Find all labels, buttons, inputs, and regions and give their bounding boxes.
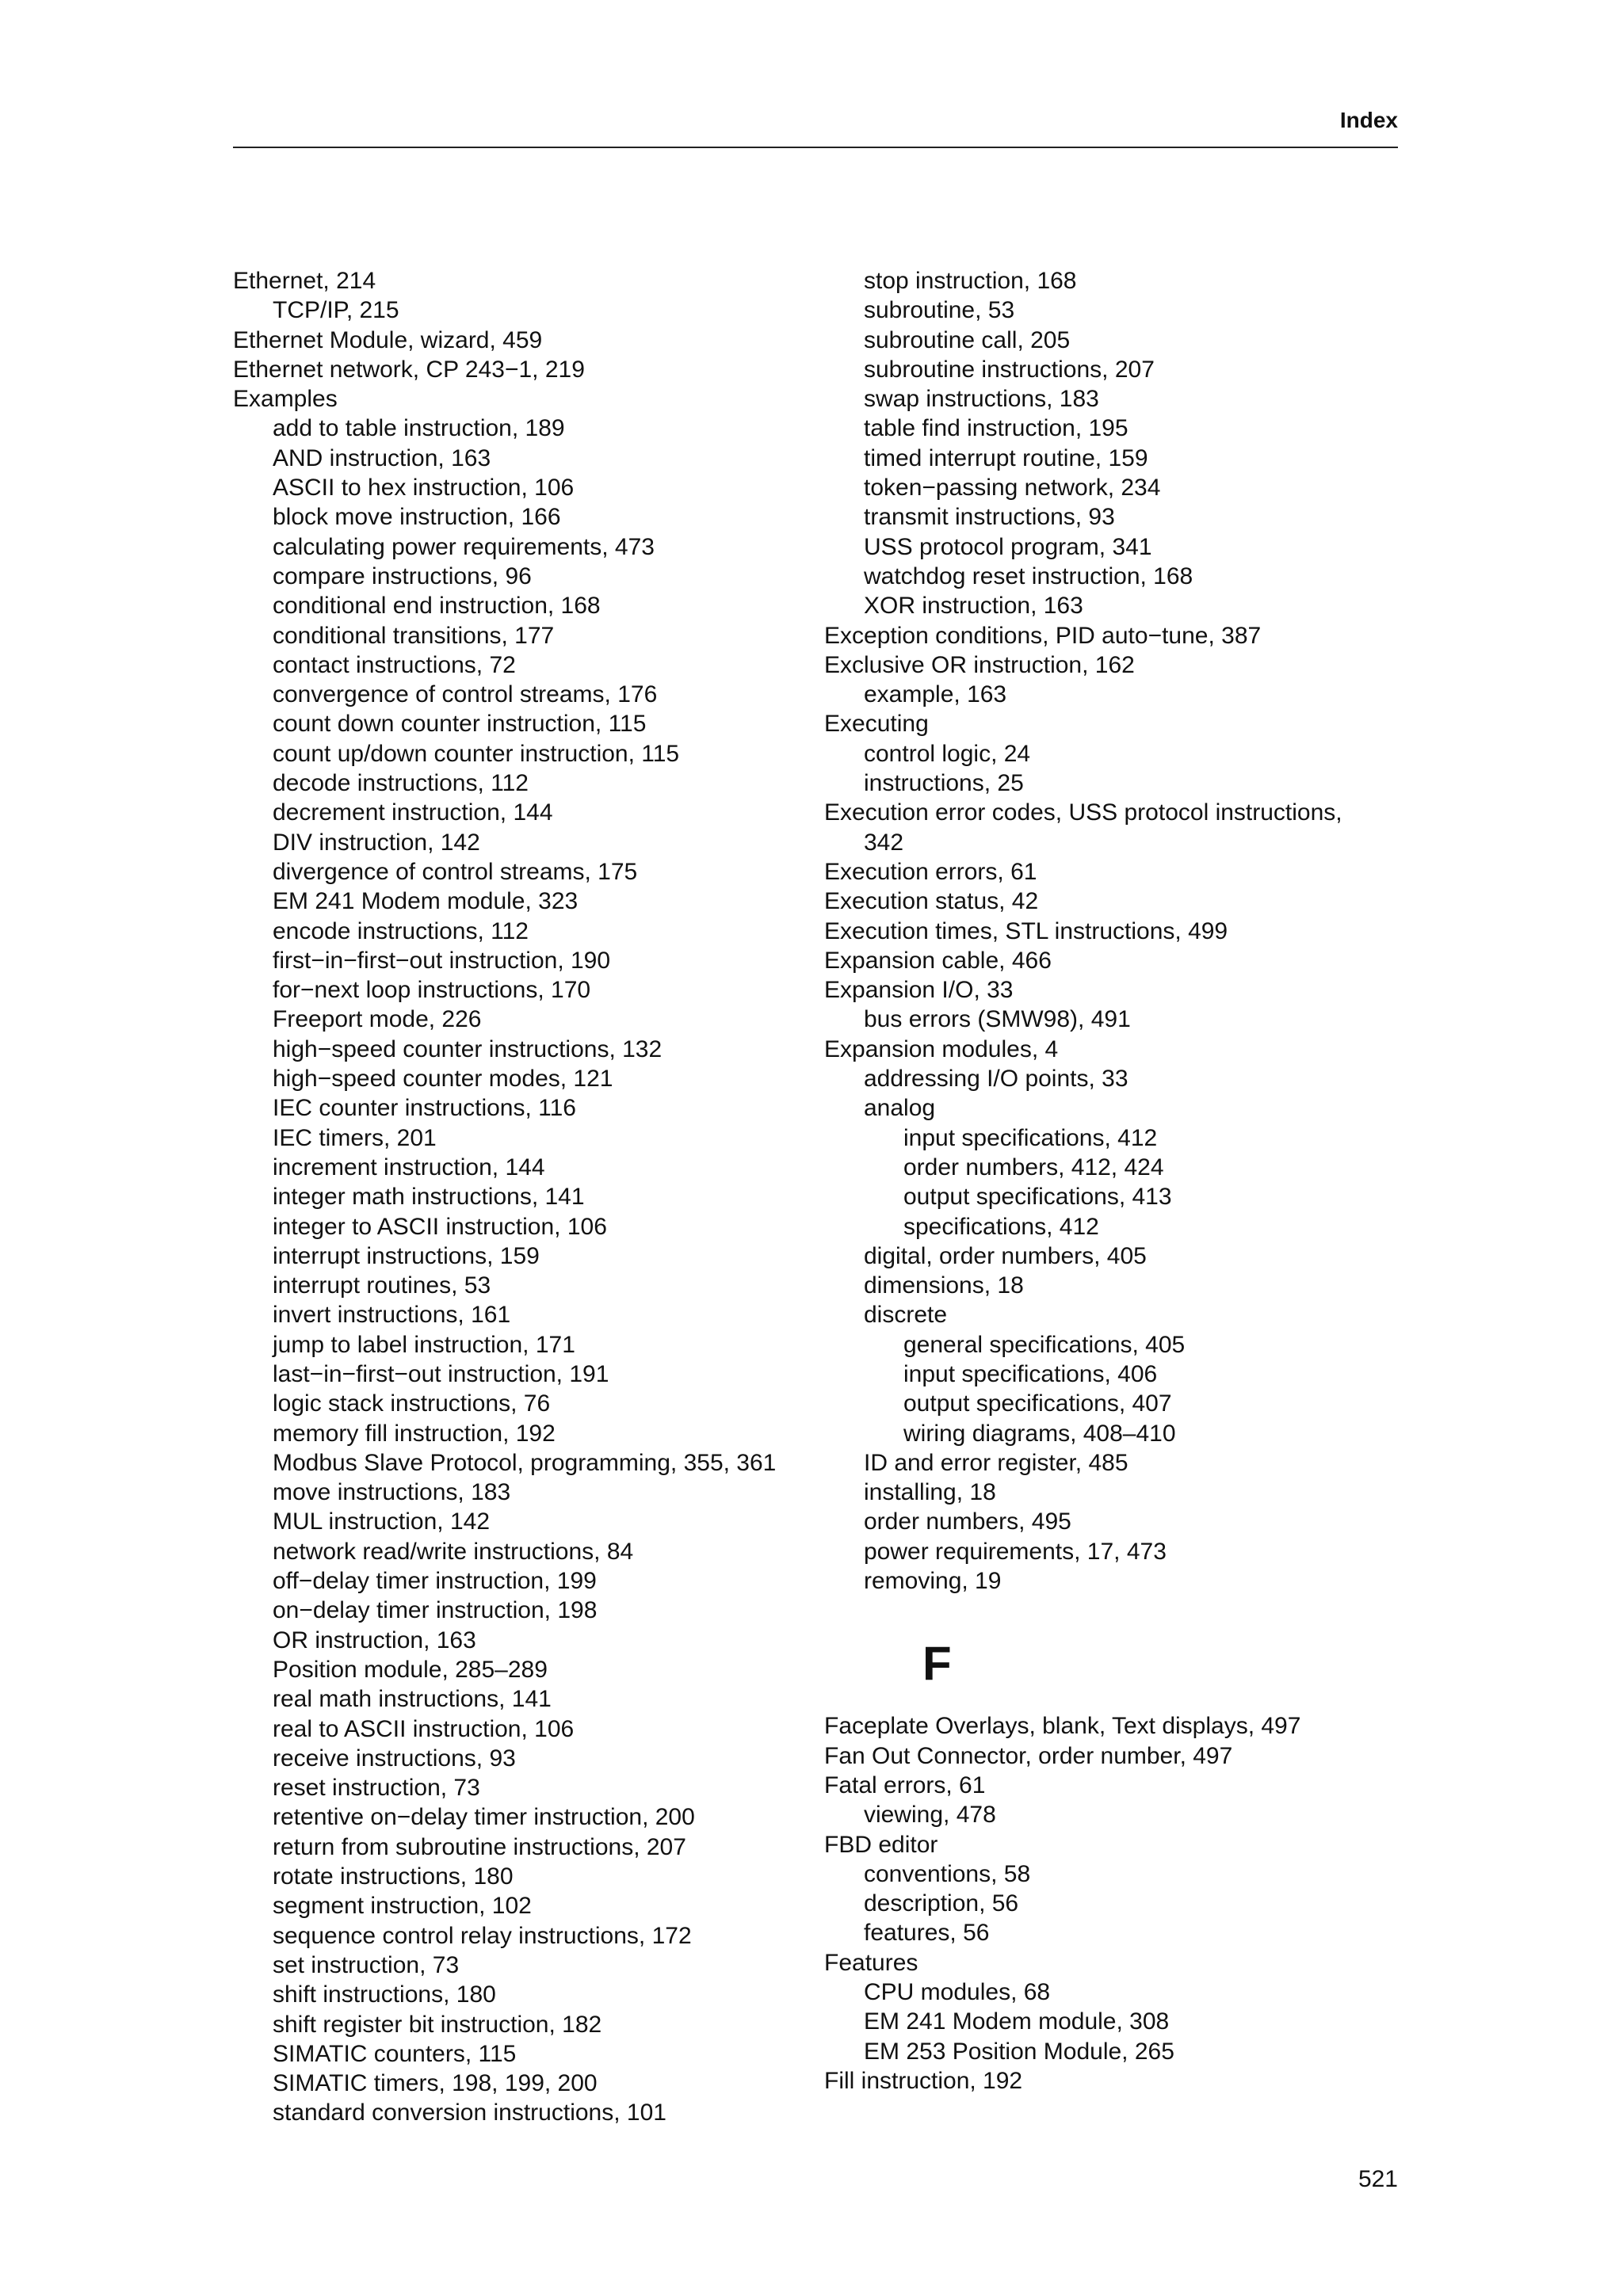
index-entry: Position module, 285–289 — [273, 1656, 548, 1683]
index-entry: Ethernet Module, wizard, 459 — [233, 326, 543, 353]
index-entry: conditional transitions, 177 — [273, 622, 555, 649]
index-column-left — [233, 266, 819, 2128]
index-entry: DIV instruction, 142 — [273, 829, 480, 856]
index-entry: network read/write instructions, 84 — [273, 1538, 634, 1565]
index-entry: encode instructions, 112 — [273, 917, 529, 944]
index-entry: receive instructions, 93 — [273, 1745, 516, 1772]
index-entry: ASCII to hex instruction, 106 — [273, 475, 575, 502]
index-entry: decode instructions, 112 — [273, 770, 529, 797]
index-entry: USS protocol program, 341 — [864, 533, 1152, 560]
index-entry: FBD editor — [824, 1831, 938, 1858]
index-entry: OR instruction, 163 — [273, 1627, 476, 1653]
index-entry: count up/down counter instruction, 115 — [273, 740, 680, 767]
running-header-title: Index — [1339, 108, 1398, 132]
index-entry: on−delay timer instruction, 198 — [273, 1597, 598, 1624]
index-entry: general specifications, 405 — [903, 1331, 1186, 1358]
index-entry: SIMATIC counters, 115 — [273, 2040, 517, 2067]
index-entry: Execution times, STL instructions, 499 — [824, 917, 1228, 944]
index-entry: ID and error register, 485 — [864, 1449, 1128, 1476]
index-column-right — [824, 266, 1411, 2096]
index-entry: power requirements, 17, 473 — [864, 1538, 1167, 1565]
index-entry: digital, order numbers, 405 — [864, 1242, 1147, 1269]
index-entry: addressing I/O points, 33 — [864, 1066, 1128, 1093]
index-entry: watchdog reset instruction, 168 — [864, 563, 1193, 589]
index-entry: CPU modules, 68 — [864, 1979, 1051, 2006]
index-entry: Fill instruction, 192 — [824, 2067, 1023, 2094]
index-entry: TCP/IP, 215 — [273, 297, 399, 324]
index-entry: timed interrupt routine, 159 — [864, 444, 1148, 471]
index-entry: Examples — [233, 386, 338, 413]
index-entry: block move instruction, 166 — [273, 504, 561, 531]
index-entry: return from subroutine instructions, 207 — [273, 1833, 686, 1860]
index-entry: example, 163 — [864, 681, 1007, 708]
index-entry: shift register bit instruction, 182 — [273, 2011, 602, 2038]
index-entry: memory fill instruction, 192 — [273, 1420, 556, 1447]
index-entry: swap instructions, 183 — [864, 386, 1099, 413]
index-entry: Fan Out Connector, order number, 497 — [824, 1742, 1233, 1769]
index-entry: divergence of control streams, 175 — [273, 858, 638, 885]
index-entry: Exclusive OR instruction, 162 — [824, 651, 1135, 678]
index-entry: Expansion cable, 466 — [824, 947, 1052, 974]
index-entry: control logic, 24 — [864, 740, 1031, 767]
index-entry: token−passing network, 234 — [864, 475, 1161, 502]
index-entry: subroutine, 53 — [864, 297, 1015, 324]
index-entry: conditional end instruction, 168 — [273, 593, 601, 620]
index-entry: convergence of control streams, 176 — [273, 681, 658, 708]
index-entry: output specifications, 407 — [903, 1390, 1172, 1417]
index-entry: first−in−first−out instruction, 190 — [273, 947, 611, 974]
index-entry: discrete — [864, 1302, 948, 1329]
index-entry: Execution errors, 61 — [824, 858, 1037, 885]
index-entry: wiring diagrams, 408–410 — [903, 1420, 1176, 1447]
index-entry: Ethernet network, CP 243−1, 219 — [233, 356, 585, 383]
index-entry: Ethernet, 214 — [233, 268, 376, 294]
index-entry: invert instructions, 161 — [273, 1302, 511, 1329]
index-entry: description, 56 — [864, 1890, 1019, 1917]
index-list-right-bottom — [824, 1711, 1411, 2096]
index-entry: jump to label instruction, 171 — [273, 1331, 575, 1358]
index-entry: count down counter instruction, 115 — [273, 711, 647, 738]
index-entry: increment instruction, 144 — [273, 1154, 545, 1180]
index-entry: add to table instruction, 189 — [273, 415, 565, 442]
index-entry: Execution error codes, USS protocol instructions, — [824, 799, 1342, 826]
index-entry: interrupt routines, 53 — [273, 1272, 491, 1299]
index-entry: specifications, 412 — [903, 1213, 1099, 1240]
index-entry: Faceplate Overlays, blank, Text displays, 497 — [824, 1713, 1301, 1740]
index-entry: high−speed counter modes, 121 — [273, 1066, 613, 1093]
index-entry: standard conversion instructions, 101 — [273, 2100, 666, 2126]
index-entry: table find instruction, 195 — [864, 415, 1128, 442]
index-entry: EM 241 Modem module, 308 — [864, 2008, 1170, 2035]
index-entry: integer to ASCII instruction, 106 — [273, 1213, 607, 1240]
index-entry: EM 253 Position Module, 265 — [864, 2038, 1174, 2065]
index-entry: for−next loop instructions, 170 — [273, 977, 591, 1004]
index-entry: Execution status, 42 — [824, 888, 1039, 915]
index-entry: real to ASCII instruction, 106 — [273, 1715, 575, 1742]
index-entry: integer math instructions, 141 — [273, 1184, 585, 1211]
index-entry: Exception conditions, PID auto−tune, 387 — [824, 622, 1262, 649]
index-entry: Executing — [824, 711, 929, 738]
index-entry: SIMATIC timers, 198, 199, 200 — [273, 2070, 598, 2097]
index-entry: bus errors (SMW98), 491 — [864, 1006, 1131, 1033]
index-entry: analog — [864, 1095, 936, 1122]
index-entry: set instruction, 73 — [273, 1951, 460, 1978]
index-list-right-top — [824, 266, 1411, 1596]
index-entry: viewing, 478 — [864, 1802, 996, 1829]
index-entry: input specifications, 412 — [903, 1124, 1158, 1151]
index-entry: stop instruction, 168 — [864, 268, 1077, 294]
index-entry: conventions, 58 — [864, 1860, 1031, 1887]
index-entry: order numbers, 412, 424 — [903, 1154, 1164, 1180]
index-entry: 342 — [864, 829, 904, 856]
index-entry: Expansion modules, 4 — [824, 1035, 1059, 1062]
index-entry: Features — [824, 1949, 918, 1976]
index-entry: output specifications, 413 — [903, 1184, 1172, 1211]
index-entry: transmit instructions, 93 — [864, 504, 1115, 531]
index-entry: XOR instruction, 163 — [864, 593, 1083, 620]
index-entry: input specifications, 406 — [903, 1360, 1158, 1387]
index-entry: IEC counter instructions, 116 — [273, 1095, 576, 1122]
page-number: 521 — [1358, 2166, 1398, 2192]
index-entry: reset instruction, 73 — [273, 1775, 480, 1802]
index-entry: logic stack instructions, 76 — [273, 1390, 551, 1417]
index-entry: dimensions, 18 — [864, 1272, 1024, 1299]
index-entry: high−speed counter instructions, 132 — [273, 1035, 663, 1062]
index-entry: instructions, 25 — [864, 770, 1024, 797]
index-entry: off−delay timer instruction, 199 — [273, 1568, 597, 1595]
index-entry: compare instructions, 96 — [273, 563, 532, 589]
index-entry: last−in−first−out instruction, 191 — [273, 1360, 609, 1387]
index-entry: subroutine call, 205 — [864, 326, 1071, 353]
index-entry: Freeport mode, 226 — [273, 1006, 482, 1033]
index-entry: features, 56 — [864, 1920, 990, 1947]
index-entry: installing, 18 — [864, 1479, 996, 1506]
index-entry: IEC timers, 201 — [273, 1124, 437, 1151]
index-entry: Expansion I/O, 33 — [824, 977, 1014, 1004]
index-entry: real math instructions, 141 — [273, 1686, 552, 1713]
index-entry: subroutine instructions, 207 — [864, 356, 1155, 383]
index-entry: AND instruction, 163 — [273, 444, 491, 471]
index-entry: calculating power requirements, 473 — [273, 533, 655, 560]
index-entry: MUL instruction, 142 — [273, 1508, 491, 1535]
index-entry: Fatal errors, 61 — [824, 1772, 986, 1798]
index-entry: order numbers, 495 — [864, 1508, 1071, 1535]
index-entry: sequence control relay instructions, 172 — [273, 1922, 692, 1949]
index-entry: segment instruction, 102 — [273, 1893, 532, 1920]
index-entry: shift instructions, 180 — [273, 1981, 496, 2008]
index-entry: move instructions, 183 — [273, 1479, 511, 1506]
index-entry: EM 241 Modem module, 323 — [273, 888, 579, 915]
index-entry: retentive on−delay timer instruction, 200 — [273, 1804, 695, 1831]
index-entry: contact instructions, 72 — [273, 651, 516, 678]
index-entry: Modbus Slave Protocol, programming, 355, 361 — [273, 1449, 777, 1476]
index-entry: rotate instructions, 180 — [273, 1863, 514, 1890]
header-divider — [233, 147, 1398, 148]
index-entry: interrupt instructions, 159 — [273, 1242, 540, 1269]
index-entry: removing, 19 — [864, 1568, 1002, 1595]
index-entry: decrement instruction, 144 — [273, 799, 553, 826]
section-heading-letter: F — [922, 1637, 952, 1691]
